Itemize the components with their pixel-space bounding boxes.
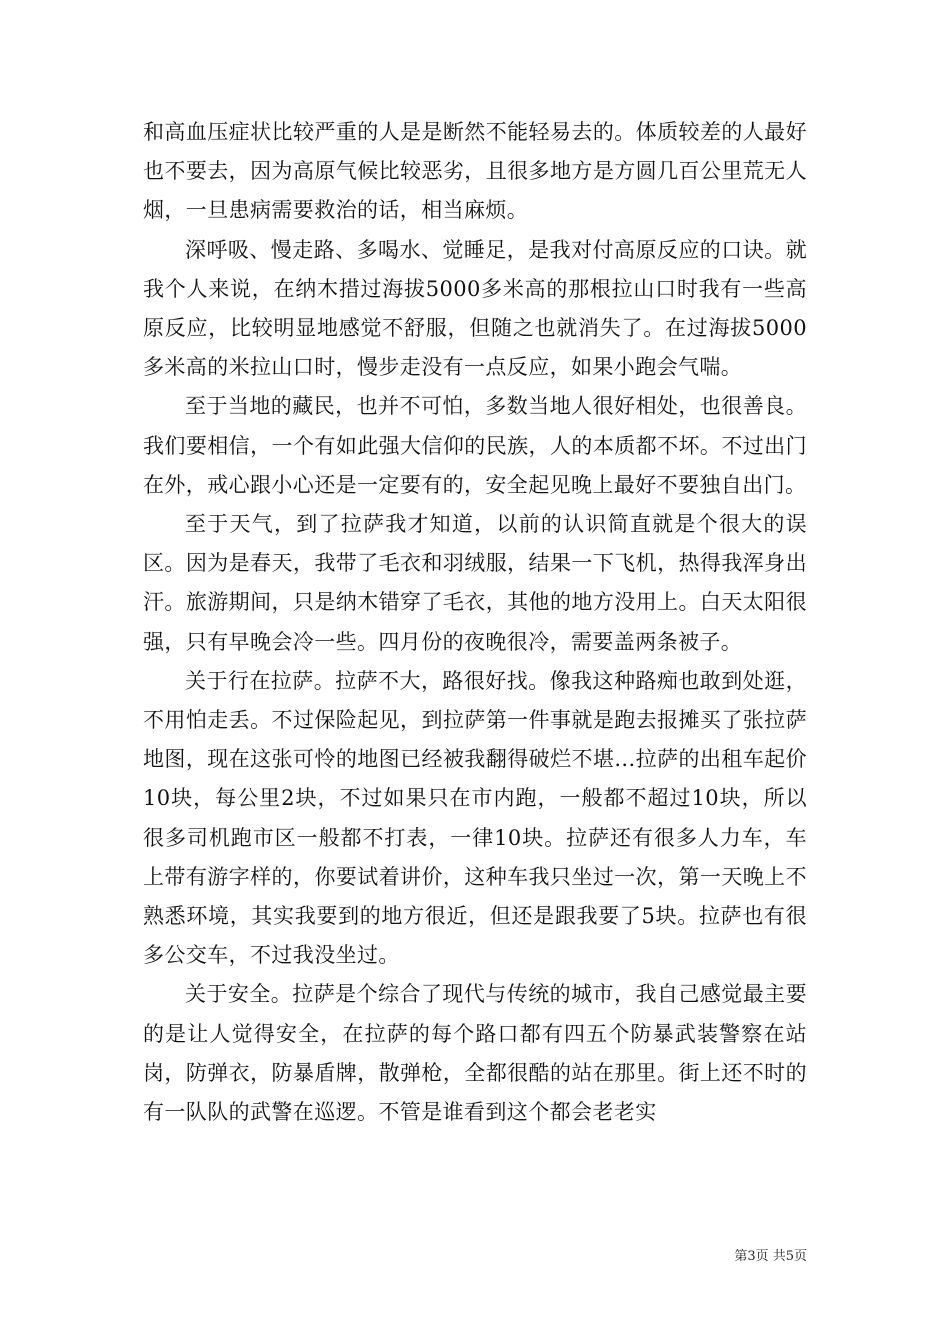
paragraph-6: 关于安全。拉萨是个综合了现代与传统的城市，我自己感觉最主要的是让人觉得安全，在拉萨的每个路口都有四五个防暴武装警察在站岗，防弹衣，防暴盾牌，散弹枪，全都很酷的站在那里。街上还不时的有一队队的武警在巡逻。不管是谁看到这个都会老老实 (143, 982, 807, 1125)
paragraph-1: 和高血压症状比较严重的人是是断然不能轻易去的。体质较差的人最好也不要去，因为高原气候比较恶劣，且很多地方是方圆几百公里荒无人烟，一旦患病需要救治的话，相当麻烦。 (143, 120, 807, 223)
paragraph-3: 至于当地的藏民，也并不可怕，多数当地人很好相处，也很善良。我们要相信，一个有如此强大信仰的民族，人的本质都不坏。不过出门在外，戒心跟小心还是一定要有的，安全起见晚上最好不要独自出门。 (143, 394, 807, 497)
paragraph-4: 至于天气，到了拉萨我才知道，以前的认识简直就是个很大的误区。因为是春天，我带了毛衣和羽绒服，结果一下飞机，热得我浑身出汗。旅游期间，只是纳木错穿了毛衣，其他的地方没用上。白天太阳很强，只有早晚会冷一些。四月份的夜晚很冷，需要盖两条被子。 (143, 512, 807, 654)
paragraph-5: 关于行在拉萨。拉萨不大，路很好找。像我这种路痴也敢到处逛，不用怕走丢。不过保险起见，到拉萨第一件事就是跑去报摊买了张拉萨地图，现在这张可怜的地图已经被我翻得破烂不堪...拉萨的出租车起价10块，每公里2块，不过如果只在市内跑，一般都不超过10块，所以很多司机跑市区一般都不打表，一律10块。拉萨还有很多人力车，车上带有游字样的，你要试着讲价，这种车我只坐过一次，第一天晚上不熟悉环境，其实我要到的地方很近，但还是跟我要了5块。拉萨也有很多公交车，不过我没坐过。 (143, 668, 807, 968)
paragraph-2: 深呼吸、慢走路、多喝水、觉睡足，是我对付高原反应的口诀。就我个人来说，在纳木措过海拔5000多米高的那根拉山口时我有一些高原反应，比较明显地感觉不舒服，但随之也就消失了。在过海拔5000多米高的米拉山口时，慢步走没有一点反应，如果小跑会气喘。 (143, 237, 807, 380)
page-number-footer: 第3页 共5页 (734, 1249, 807, 1264)
document-body (143, 113, 807, 1132)
